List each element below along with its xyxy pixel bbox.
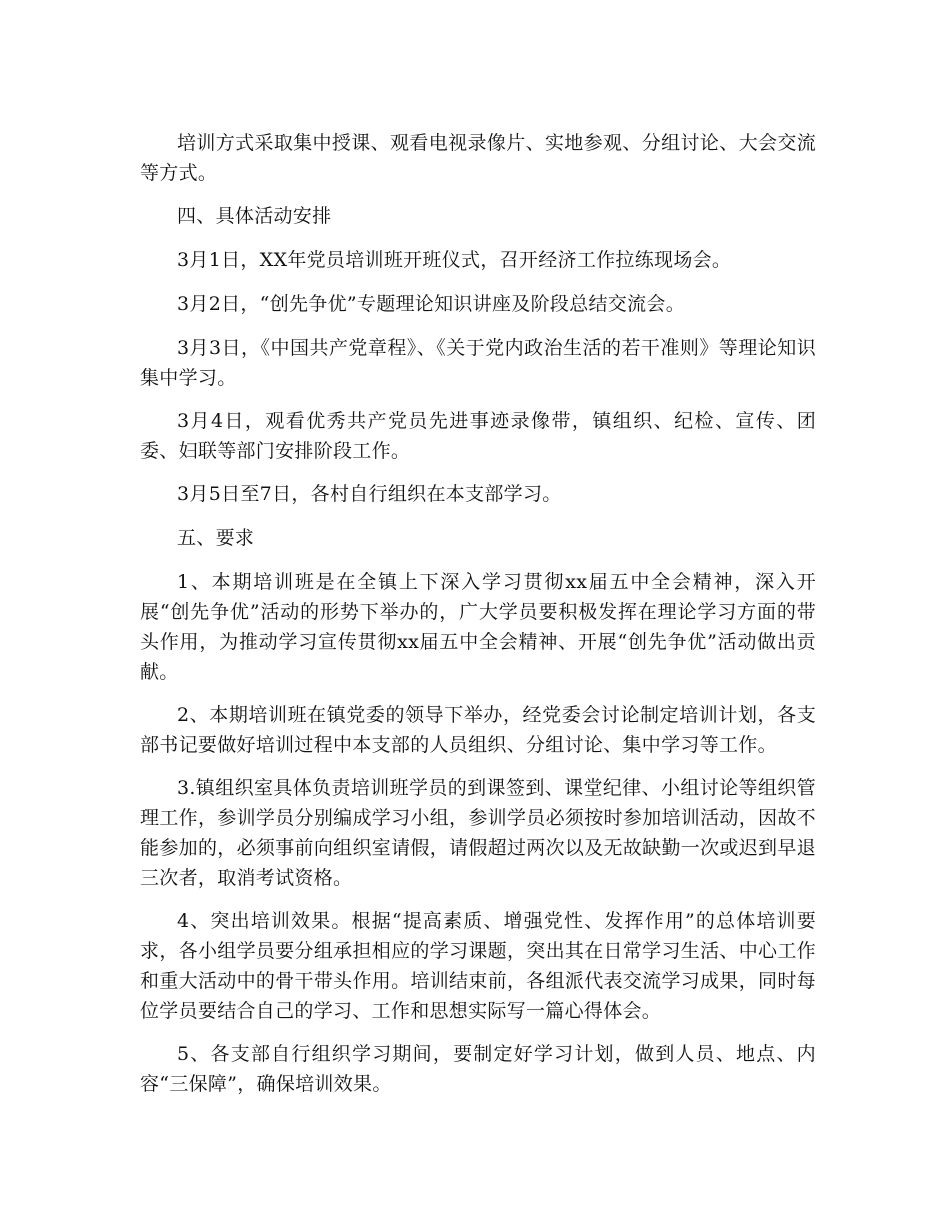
requirement-item-4: 4、突出培训效果。根据“提高素质、增强党性、发挥作用”的总体培训要求，各小组学员要分组承担相应的学习课题，突出其在日常学习生活、中心工作和重大活动中的骨干带头作用。培训结束前，各组派代表交流学习成果，同时每位学员要结合自己的学习、工作和思想实际写一篇心得体会。: [140, 910, 816, 1022]
requirement-item-2: 2、本期培训班在镇党委的领导下举办，经党委会讨论制定培训计划，各支部书记要做好培训过程中本支部的人员组织、分组讨论、集中学习等工作。: [140, 704, 816, 756]
document-body: [140, 128, 816, 1112]
section-heading-requirements: 五、要求: [177, 527, 255, 549]
schedule-item-day1: 3月1日，XX年党员培训班开班仪式，召开经济工作拉练现场会。: [177, 249, 732, 271]
schedule-item-day2: 3月2日，“创先争优”专题理论知识讲座及阶段总结交流会。: [177, 293, 686, 315]
requirement-item-1: 1、本期培训班是在全镇上下深入学习贯彻xx届五中全会精神，深入开展“创先争优”活动的形势下举办的，广大学员要积极发挥在理论学习方面的带头作用，为推动学习宣传贯彻xx届五中全会精神、开展“创先争优”活动做出贡献。: [140, 571, 816, 683]
schedule-item-day3: 3月3日，《中国共产党章程》、《关于党内政治生活的若干准则》等理论知识集中学习。: [140, 337, 816, 389]
schedule-item-day5-7: 3月5日至7日，各村自行组织在本支部学习。: [177, 483, 562, 505]
section-heading-schedule: 四、具体活动安排: [177, 205, 332, 227]
requirement-item-3: 3.镇组织室具体负责培训班学员的到课签到、课堂纪律、小组讨论等组织管理工作，参训学员分别编成学习小组，参训学员必须按时参加培训活动，因故不能参加的，必须事前向组织室请假，请假超过两次以及无故缺勤一次或迟到早退三次者，取消考试资格。: [140, 777, 816, 889]
requirement-item-5: 5、各支部自行组织学习期间，要制定好学习计划，做到人员、地点、内容“三保障”，确保培训效果。: [140, 1043, 816, 1095]
paragraph-training-method: 培训方式采取集中授课、观看电视录像片、实地参观、分组讨论、大会交流等方式。: [140, 132, 816, 184]
schedule-item-day4: 3月4日，观看优秀共产党员先进事迹录像带，镇组织、纪检、宣传、团委、妇联等部门安排阶段工作。: [140, 410, 816, 462]
